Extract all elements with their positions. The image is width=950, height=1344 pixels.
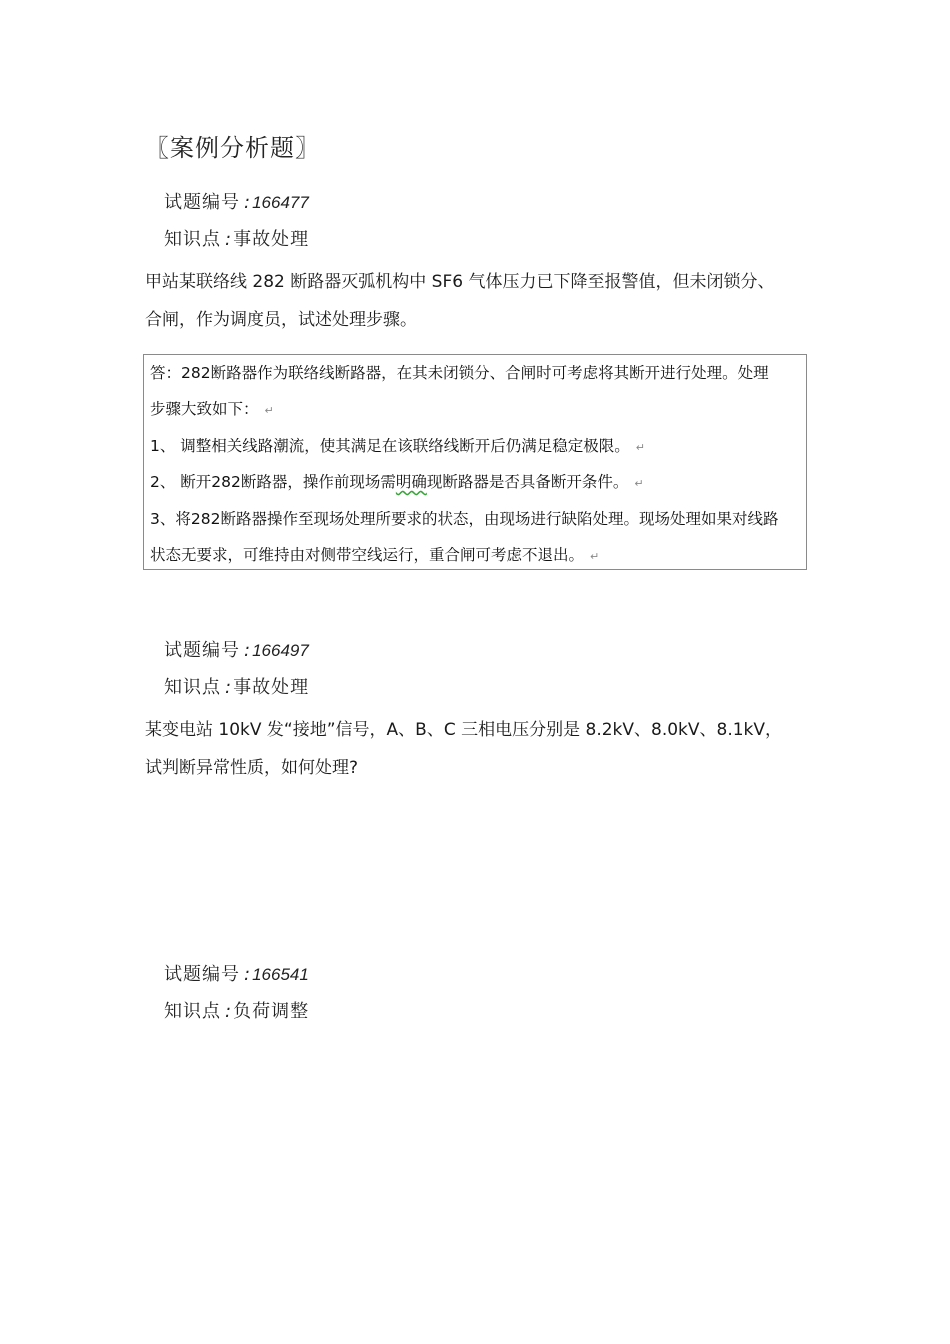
answer-line — [150, 397, 274, 419]
section-title: 〖案例分析题〗 — [145, 134, 320, 162]
question-id-row — [164, 636, 309, 662]
question-text-line: 某变电站 10kV 发“接地”信号，A、B、C 三相电压分别是 8.2kV、8.0kV、8.1kV， — [145, 720, 783, 740]
question-text-line: 合闸，作为调度员，试述处理步骤。 — [145, 310, 417, 330]
colon: : — [244, 192, 251, 213]
question-text — [145, 711, 815, 787]
paragraph-mark-icon: ↵ — [590, 550, 600, 563]
question-text-line: 甲站某联络线 282 断路器灭弧机构中 SF6 气体压力已下降至报警值，但未闭锁分、 — [145, 272, 775, 292]
answer-line: 答：282断路器作为联络线断路器，在其未闭锁分、合闸时可考虑将其断开进行处理。处理 — [150, 364, 769, 382]
question-id-value: 166541 — [252, 965, 309, 984]
colon: : — [225, 677, 232, 698]
spellcheck-underline: 明确 — [395, 473, 427, 491]
colon: : — [225, 1001, 232, 1022]
question-id-label: 试题编号 — [164, 192, 240, 213]
knowledge-row — [164, 225, 309, 251]
knowledge-label: 知识点 — [164, 229, 221, 250]
answer-line — [150, 543, 599, 565]
answer-step-2-tail: 现断路器是否具备断开条件。 — [426, 473, 629, 491]
paragraph-mark-icon: ↵ — [264, 404, 274, 417]
knowledge-label: 知识点 — [164, 677, 221, 698]
question-id-row — [164, 188, 309, 214]
knowledge-row — [164, 673, 309, 699]
answer-step-2: 2、 断开282断路器，操作前现场需 — [150, 473, 396, 491]
paragraph-mark-icon: ↵ — [634, 477, 644, 490]
knowledge-value: 事故处理 — [233, 677, 310, 698]
knowledge-row — [164, 997, 309, 1023]
answer-line — [150, 434, 645, 456]
paragraph-mark-icon: ↵ — [635, 441, 646, 454]
knowledge-value: 事故处理 — [233, 229, 310, 250]
answer-step-3-tail: 状态无要求，可维持由对侧带空线运行，重合闸可考虑不退出。 — [150, 546, 585, 564]
knowledge-label: 知识点 — [164, 1001, 221, 1022]
colon: : — [244, 964, 251, 985]
colon: : — [244, 640, 251, 661]
question-id-value: 166497 — [252, 641, 309, 660]
question-text-line: 试判断异常性质，如何处理? — [145, 758, 359, 778]
answer-step-1: 1、 调整相关线路潮流，使其满足在该联络线断开后仍满足稳定极限。 — [150, 437, 630, 455]
colon: : — [225, 229, 232, 250]
question-id-label: 试题编号 — [164, 964, 240, 985]
answer-box — [143, 354, 807, 570]
knowledge-value: 负荷调整 — [233, 1001, 310, 1022]
answer-text: 步骤大致如下： — [150, 400, 259, 418]
question-id-row — [164, 960, 309, 986]
answer-line: 3、将282断路器操作至现场处理所要求的状态，由现场进行缺陷处理。现场处理如果对线路 — [150, 510, 779, 528]
question-id-value: 166477 — [252, 193, 309, 212]
answer-line — [150, 470, 644, 492]
question-text — [145, 263, 815, 339]
question-id-label: 试题编号 — [164, 640, 240, 661]
